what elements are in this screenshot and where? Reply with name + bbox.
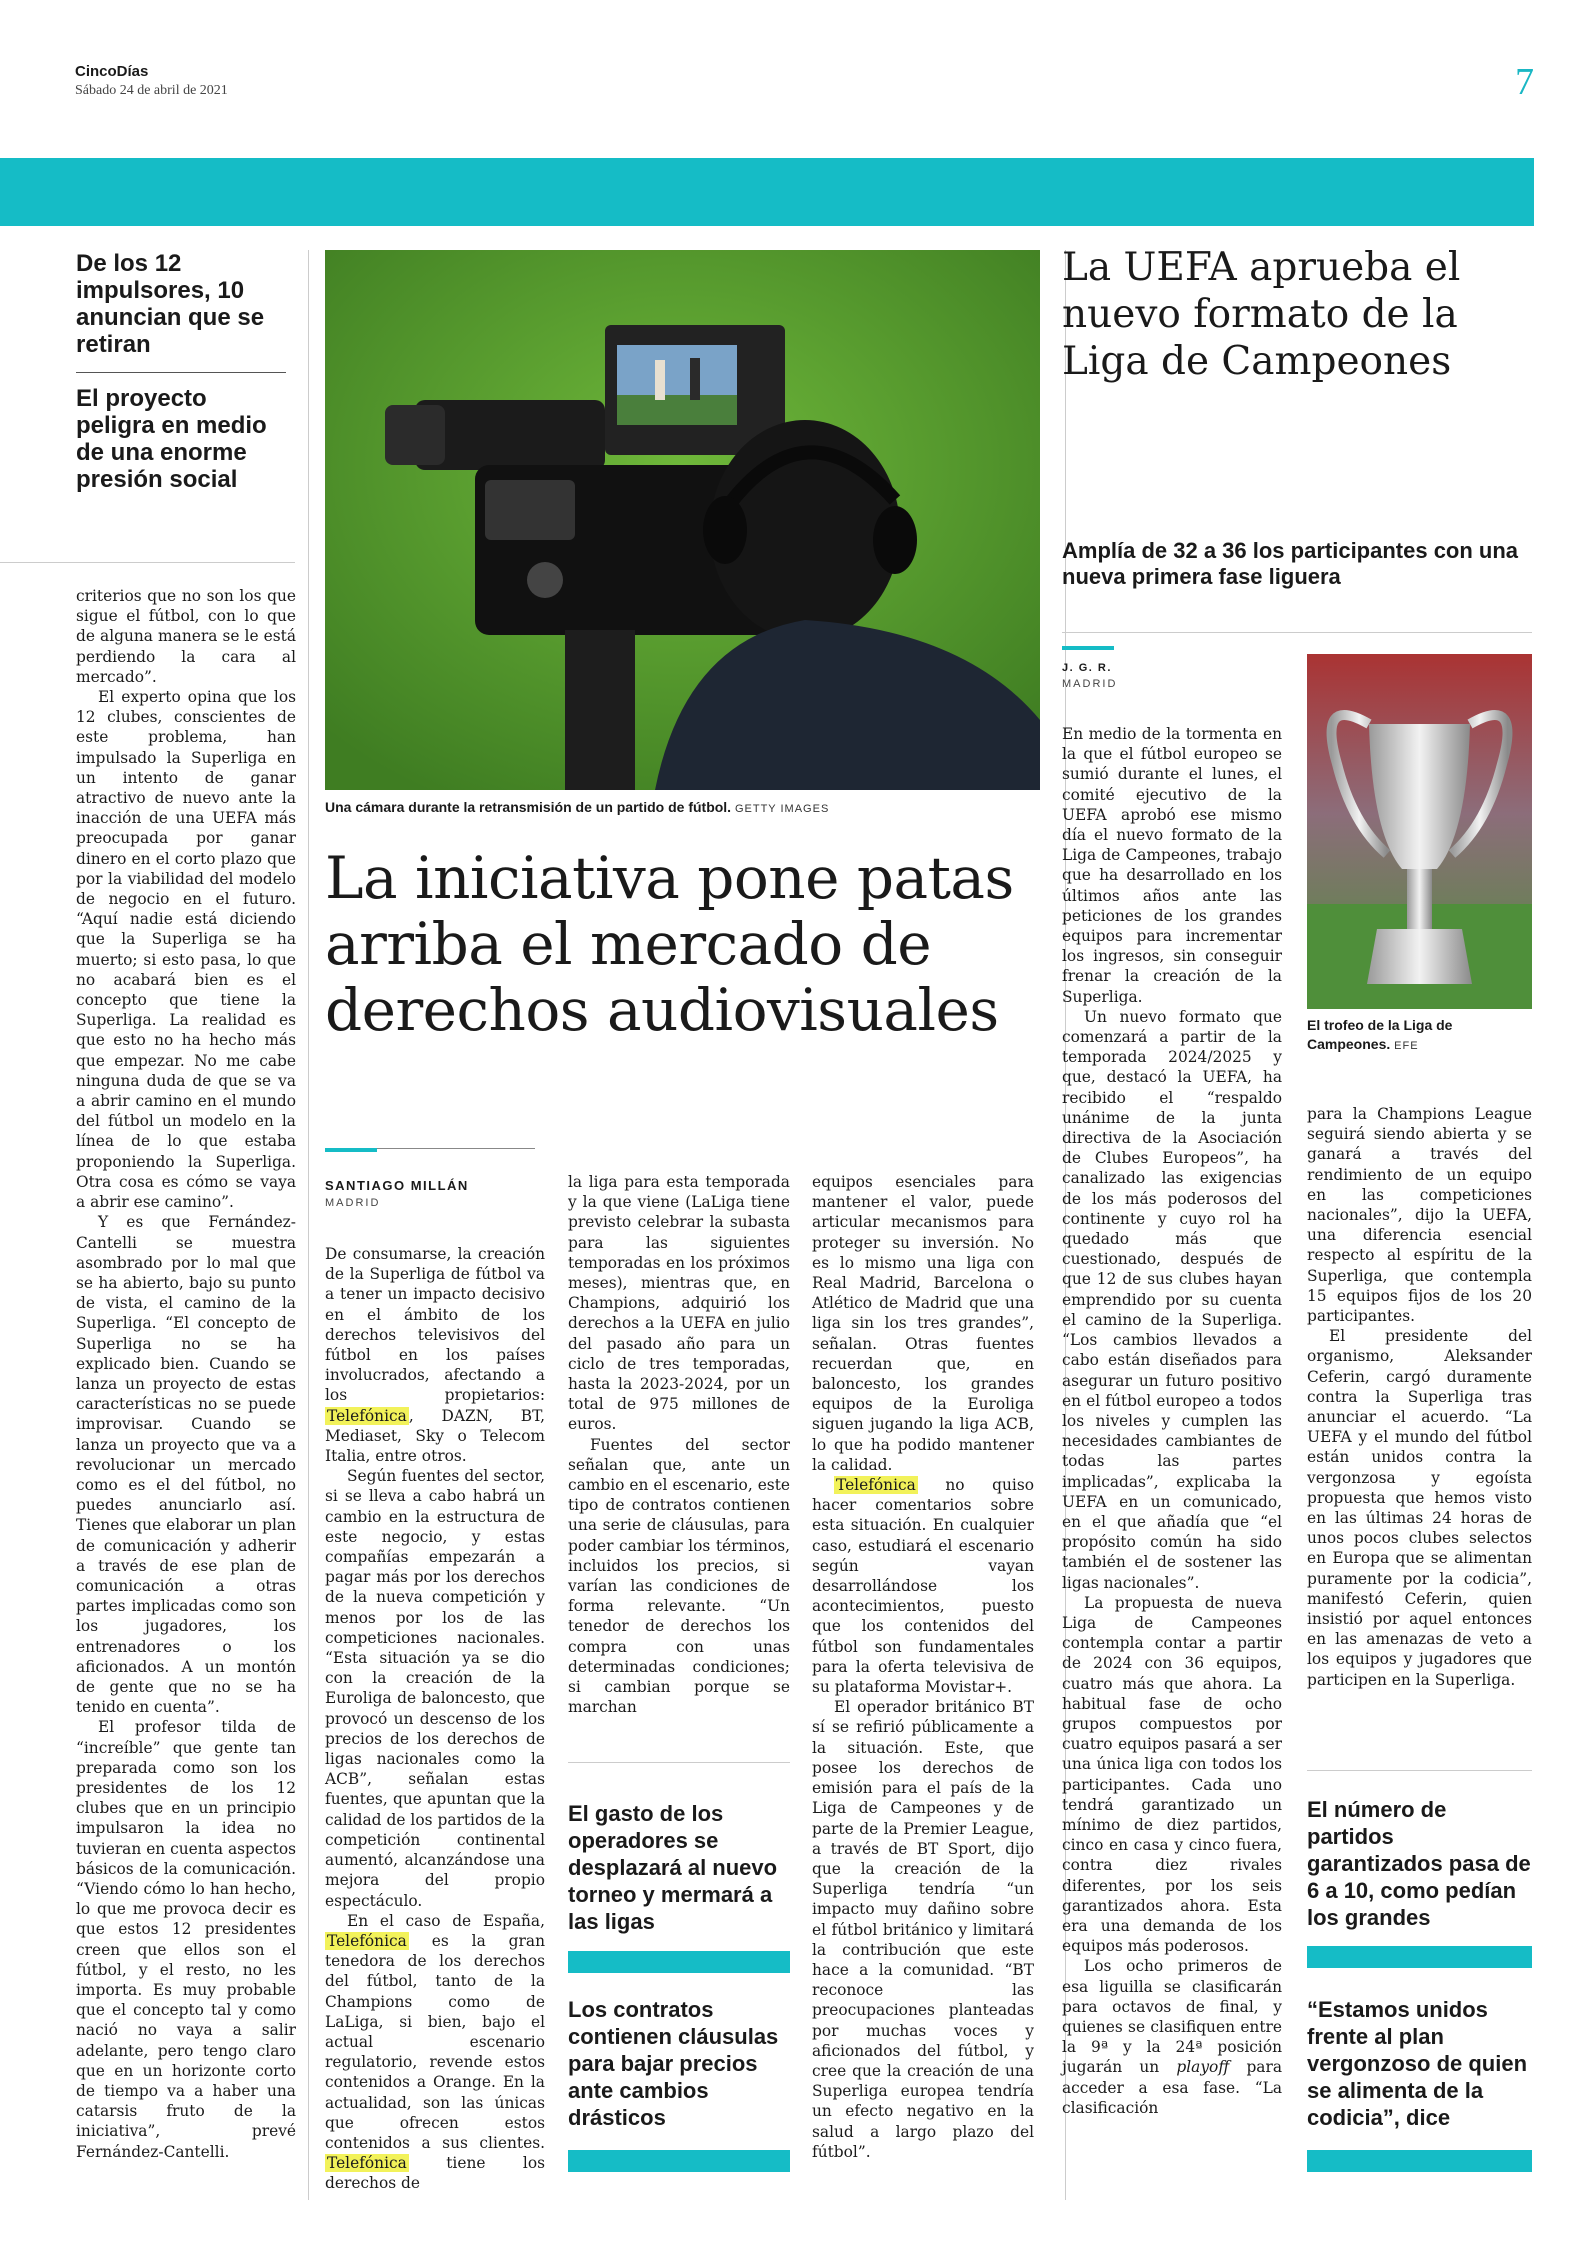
divider (76, 372, 286, 373)
byline-location: MADRID (1062, 678, 1118, 690)
pull-quote-2: Los contratos contienen cláusulas para bajar precios ante cambios drásticos (568, 1997, 779, 2130)
divider (1307, 1770, 1532, 1771)
paragraph: Un nuevo formato que comenzará a partir de la temporada 2024/2025 y que, destacó la UEFA, ha recibido el “respaldo unánime de la junta directiva de la Asociación de Clubes Europeos”, ha canalizado las exigencias de los más poderosos del continente y cuyo rol ha quedado más que cuestionado, después de que 12 de sus clubes hayan emprendido por su cuenta el camino de la Superliga. “Los cambios llevados a cabo están diseñados para asegurar un futuro positivo en el fútbol europeo a todos los niveles y cumplen las necesidades cambiantes de todas las partes implicadas”, explicaba la UEFA en un comunicado, en el que añadía que “el propósito común ha sido también el de sostener las ligas nacionales”. (1062, 1007, 1282, 1592)
accent-bar (325, 1148, 377, 1152)
paragraph: En medio de la tormenta en la que el fútbol europeo se sumió durante el lunes, el comité ejecutivo de la UEFA aprobó ese mismo día el nuevo formato de la Liga de Campeones, trabajo que ha desarrollado en los últimos años ante las peticiones de los grandes equipos para incrementar los ingresos, sin conseguir frenar la creación de la Superliga. (1062, 725, 1282, 1006)
text: es la gran tenedora de los derechos del fútbol, tanto de la Champions como de LaLiga, si bien, bajo el actual escenario regulatorio, revende estos contenidos a Orange. En la actualidad, son las únicas que ofrecen estos contenidos a sus clientes. (325, 1931, 545, 2152)
header-band (0, 158, 1534, 226)
sidebar-box (76, 250, 286, 493)
paragraph (325, 1911, 545, 2194)
highlight-telefonica: Telefónica (327, 2154, 407, 2173)
text: Los ocho primeros de esa liguilla se clasificarán para octavos de final, y quienes se clasifiquen entre la 9ª y la 24ª posición jugarán un (1062, 1957, 1282, 2077)
paragraph: La propuesta de nueva Liga de Campeones contempla contar a partir de 2024 con 36 equipos, cuatro más que ahora. La habitual fase de ocho grupos compuestos por cuatro equipos pasará a ser una única liga con todos los participantes. Cada uno tendrá garantizado un mínimo de diez partidos, cinco en casa y cinco fuera, contra diez rivales diferentes, por los seis garantizados ahora. Esta era una demanda de los equipos más poderosos. (1062, 1593, 1282, 1956)
text: tiene los derechos de (325, 2154, 545, 2193)
pull-quote-1: El gasto de los operadores se desplazará al nuevo torneo y mermará a las ligas (568, 1801, 778, 1934)
uefa-pull-quote-2: “Estamos unidos frente al plan vergonzoso de quien se alimenta de la codicia”, dice (1307, 1997, 1528, 2130)
paragraph: criterios que no son los que sigue el fútbol, con lo que de alguna manera se le está perdiendo la cara al mercado”. (76, 587, 296, 686)
accent-bar (568, 1951, 790, 1973)
text: no quiso hacer comentarios sobre esta situación. En cualquier caso, estudiará el escenario según vayan desarrollándose los acontecimientos, puesto que los contenidos del fútbol son fundamentales para la oferta televisiva de su plataforma Movistar+. (812, 1476, 1034, 1697)
highlight-telefonica: Telefónica (327, 1406, 407, 1425)
text-italic: playoff (1176, 2058, 1230, 2077)
paragraph (812, 1475, 1034, 1697)
uefa-pull-quote-1: El número de partidos garantizados pasa de 6 a 10, como pedían los grandes (1307, 1797, 1531, 1930)
highlight-telefonica: Telefónica (836, 1476, 916, 1495)
accent-bar (1307, 2150, 1532, 2172)
caption-text: El trofeo de la Liga de Campeones. (1307, 1017, 1453, 1052)
uefa-byline-block (1062, 662, 1282, 690)
paragraph: El experto opina que los 12 clubes, conscientes de este problema, han impulsado la Superliga en un intento de ganar atractivo de nuevo ante la inacción de una UEFA más preocupada por ganar dinero en el corto plazo que por la viabilidad del modelo de negocio en el futuro. “Aquí nadie está diciendo que la Superliga se ha muerto; si esto pasa, lo que no acabará bien es el concepto que tiene la Superliga. La realidad es que esto no ha hecho más que empezar. No me cabe ninguna duda de que se va a abrir camino en el mundo del fútbol un modelo en la línea de lo que estaba proponiendo la Superliga. Otra cosa es cómo se vaya a abrir ese camino”. (76, 688, 296, 1212)
paragraph: El profesor tilda de “increíble” que gente tan preparada como son los presidentes de los 12 clubes que en un principio impulsaron la idea no tuvieran en cuenta aspectos básicos de la comunicación. “Viendo cómo lo han hecho, lo que me provoca decir es que estos 12 presidentes creen que ellos son el fútbol, y el resto, no les importa. Es muy probable que el concepto tal y como nació no vaya a salir adelante, pero tengo claro que en un horizonte corto de tiempo va a haber una catarsis fruto de la iniciativa”, prevé Fernández-Cantelli. (76, 1718, 296, 2161)
paragraph (1062, 1956, 1282, 2118)
accent-bar (1307, 1946, 1532, 1968)
byline-location: MADRID (325, 1197, 381, 1209)
paragraph: equipos esenciales para mantener el valor, puede articular mecanismos para proteger su inversión. No es lo mismo una liga con Real Madrid, Barcelona o Atlético de Madrid que una liga sin los tres grandes”, señalan. Otras fuentes recuerdan que, en baloncesto, los grandes equipos de la Euroliga siguen jugando la liga ACB, lo que ha podido mantener la calidad. (812, 1173, 1034, 1474)
paragraph: Según fuentes del sector, si se lleva a cabo habrá un cambio en la estructura de este negocio, y estas compañías empezarán a pagar más por los derechos de la nueva competición y menos por los de las competiciones nacionales. “Esta situación ya se dio con la creación de la Euroliga de baloncesto, que provocó un descenso de los precios de los derechos de ligas nacionales como la ACB”, señalan estas fuentes, que apuntan que la calidad de los partidos de la competición continental aumentó, alcanzándose una mejora del propio espectáculo. (325, 1467, 545, 1910)
divider (0, 562, 295, 563)
paragraph: Y es que Fernández-Cantelli se muestra asombrado por lo mal que se ha abierto, bajo su punto de vista, el camino de la Superliga. “El concepto de Superliga no se ha explicado bien. Cuando se lanza un proyecto de estas características no se puede improvisar. Cuando se lanza un proyecto que va a revolucionar un mercado como es el del fútbol, no puedes anunciarlo así. Tienes que elaborar un plan de comunicación y adherir a través de ese plan de comunicación a otras partes implicadas como son los jugadores, los entrenadores o los aficionados. A un montón de gente que no se ha tenido en cuenta”. (76, 1213, 296, 1717)
sidebar-headline-1: De los 12 impulsores, 10 anuncian que se retiran (76, 250, 265, 358)
caption-credit: GETTY IMAGES (734, 803, 830, 815)
sidebar-headline-2: El proyecto peligra en medio de una enorme presión social (76, 385, 267, 493)
uefa-col-1 (1062, 724, 1282, 2118)
uefa-col-2 (1307, 1104, 1532, 1690)
trophy-caption (1307, 1016, 1532, 1056)
text: En el caso de España, (347, 1911, 545, 1930)
trophy-photo (1307, 654, 1532, 1009)
text: , DAZN, BT, Mediaset, Sky o Telecom Italia, entre otros. (325, 1406, 545, 1466)
masthead-brand: CincoDías (75, 63, 149, 80)
main-col-3 (812, 1172, 1034, 2162)
divider (568, 1762, 790, 1763)
page-number: 7 (1515, 61, 1534, 103)
uefa-headline: La UEFA aprueba el nuevo formato de la Liga de Campeones (1062, 245, 1461, 384)
byline: SANTIAGO MILLÁN (325, 1178, 469, 1193)
main-col-1 (325, 1244, 545, 2194)
paragraph: Fuentes del sector señalan que, ante un cambio en el escenario, este tipo de contratos contienen una serie de cláusulas, para poder cambiar los términos, incluidos los precios, si varían las condiciones de forma relevante. “Un tenedor de derechos los compra con unas determinadas condiciones; si cambian porque se marchan (568, 1435, 790, 1717)
caption-credit: EFE (1394, 1040, 1419, 1052)
camera-photo (325, 250, 1040, 790)
divider (1062, 632, 1532, 633)
byline: J. G. R. (1062, 662, 1112, 674)
column-rule (308, 250, 309, 2200)
photo-caption (325, 798, 1045, 819)
masthead-date: Sábado 24 de abril de 2021 (75, 83, 228, 98)
paragraph (325, 1244, 545, 1466)
accent-bar (1062, 646, 1114, 650)
main-col-2 (568, 1172, 790, 1717)
caption-text: Una cámara durante la retransmisión de un partido de fútbol. (325, 799, 732, 815)
accent-bar (568, 2150, 790, 2172)
sidebar-body (76, 586, 296, 2162)
paragraph: la liga para esta temporada y la que viene (LaLiga tiene previsto celebrar la subasta para las siguientes temporadas en los próximos meses), mientras que, en Champions, adquirió los derechos a la UEFA en julio del pasado año para un ciclo de tres temporadas, hasta la 2023-2024, por un total de 975 millones de euros. (568, 1173, 790, 1434)
text: De consumarse, la creación de la Superliga de fútbol va a tener un impacto decisivo en el ámbito de los derechos televisivos del fútbol en los países involucrados, afectando a los propietarios: (325, 1245, 545, 1405)
paragraph: El presidente del organismo, Aleksander Ceferin, cargó duramente contra la Superliga tras anunciar el acuerdo. “La UEFA y el mundo del fútbol están unidos contra la vergonzosa y egoísta propuesta que hemos visto en las últimas 24 horas de unos pocos clubes selectos en Europa que se alimentan puramente por la codicia”, manifestó Ceferin, quien insistió por aquel entonces en las amenazas de veto a los equipos y jugadores que participen en la Superliga. (1307, 1327, 1532, 1689)
text: para acceder a esa fase. “La clasificación (1062, 2058, 1282, 2117)
paragraph: para la Champions League seguirá siendo abierta y se ganará a través del rendimiento de un equipo en las competiciones nacionales”, dijo la UEFA, una diferencia esencial respecto al espíritu de la Superliga, que contempla 15 equipos fijos de los 20 participantes. (1307, 1105, 1532, 1326)
main-headline: La iniciativa pone patas arriba el mercado de derechos audiovisuales (325, 844, 1014, 1044)
highlight-telefonica: Telefónica (327, 1931, 407, 1950)
paragraph: El operador británico BT sí se refirió públicamente a la situación. Este, que posee los derechos de emisión para el país de la Liga de Campeones y de parte de la Premier League, a través de BT Sport, dijo que la creación de la Superliga tendría “un impacto muy dañino sobre el fútbol británico y limitará la contribución que este hace a la comunidad. “BT reconoce las preocupaciones planteadas por muchas voces y aficionados del fútbol, y cree que la creación de una Superliga europea tendría un efecto negativo en la salud a largo plazo del fútbol”. (812, 1698, 1034, 2161)
main-byline-block (325, 1178, 545, 1209)
uefa-subhead: Amplía de 32 a 36 los participantes con una nueva primera fase liguera (1062, 538, 1519, 589)
